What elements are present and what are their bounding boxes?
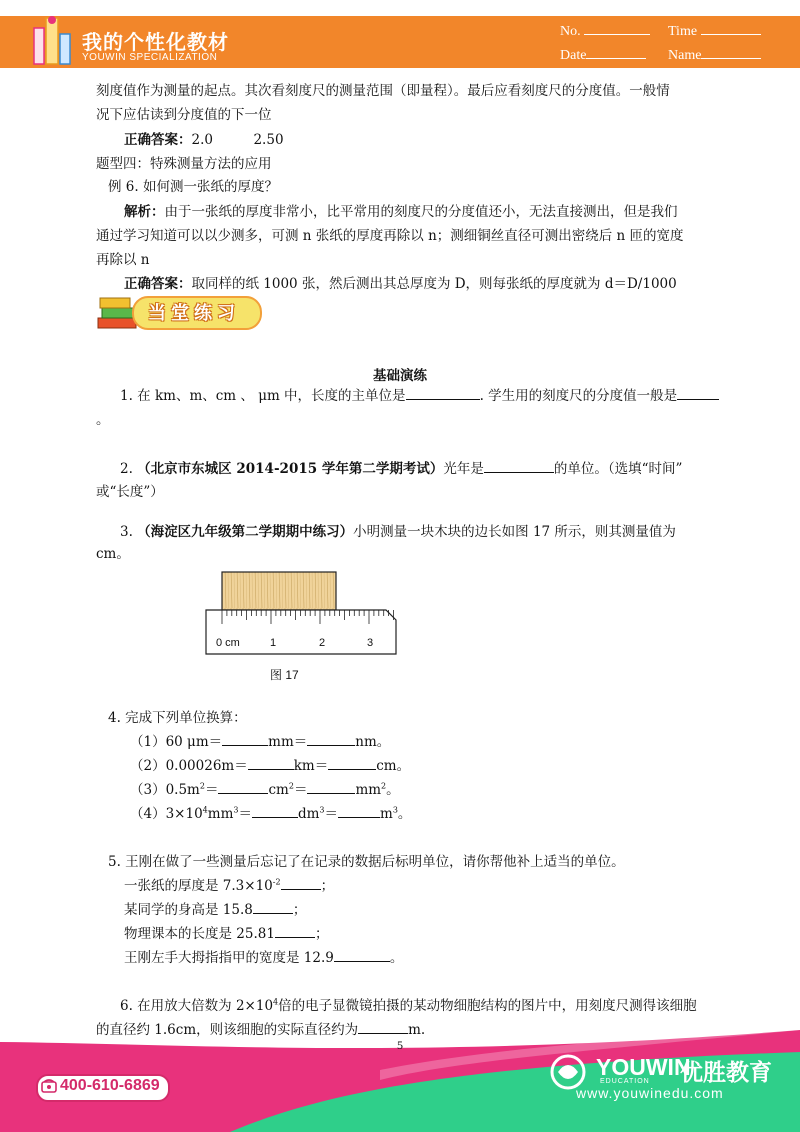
header-top-strip <box>0 0 800 16</box>
brand-subtitle: YOUWIN SPECIALIZATION <box>82 52 218 63</box>
q5-item: 王刚左手大拇指指甲的宽度是 12.9 。 <box>124 950 404 966</box>
phone-icon <box>40 1077 58 1095</box>
logo-icon <box>30 14 74 66</box>
ruler-unit-label: 0 cm <box>216 637 240 649</box>
answer-line <box>124 128 284 148</box>
ruler-tick-label: 3 <box>367 637 374 649</box>
practice-banner-label: 当堂练习 <box>148 303 240 324</box>
text-line: 况下应估读到分度值的下一位 <box>96 107 272 123</box>
ruler-tick-label: 2 <box>319 637 326 649</box>
q5-item: 物理课本的长度是 25.81 ； <box>124 926 329 942</box>
question-5: 5. 王刚在做了一些测量后忘记了在记录的数据后标明单位，请你帮他补上适当的单位。 <box>108 854 625 870</box>
phone-number: 400-610-6869 <box>60 1077 160 1094</box>
example-heading: 例 6. 如何测一张纸的厚度？ <box>108 179 278 195</box>
time-field: Time <box>668 22 761 40</box>
blank <box>406 387 480 400</box>
figure-caption: 图 17 <box>270 668 299 682</box>
text-line: cm。 <box>96 546 130 562</box>
blank <box>222 733 268 746</box>
topic-heading: 题型四：特殊测量方法的应用 <box>96 156 272 172</box>
blank <box>484 460 554 473</box>
date-field: Date <box>560 46 646 64</box>
blank <box>281 877 321 890</box>
section-title: 基础演练 <box>373 368 427 384</box>
footer-logo-sub: EDUCATION <box>600 1078 650 1085</box>
q5-item: 一张纸的厚度是 $7.3\times 10^{-2}$ ； <box>124 877 335 894</box>
q4-item: （1）60 μm＝ mm＝ nm。 <box>130 734 391 750</box>
blank <box>218 781 268 794</box>
footer-logo-text: YOUWIN <box>596 1054 691 1080</box>
question-1: 1. 在 km、m、cm 、 μm 中，长度的主单位是 . 学生用的刻度尺的分度值一般是 <box>120 384 719 404</box>
q4-item: $(4)3\times 10^4mm^3= dm^3= m^3$。 <box>130 805 412 822</box>
blank <box>338 805 380 818</box>
analysis-line: 解析：由于一张纸的厚度非常小，比平常用的刻度尺的分度值还小，无法直接测出，但是我们 <box>124 204 678 220</box>
text-line: 的直径约 1.6cm，则该细胞的实际直径约为 m. <box>96 1022 426 1038</box>
blank <box>307 781 355 794</box>
text-line: 再除以 n <box>96 252 150 268</box>
brand-title: 我的个性化教材 <box>82 30 229 54</box>
answer-value: 2.0 2.50 <box>191 132 284 148</box>
question-2: 2. （北京市东城区 2014-2015 学年第二学期考试）光年是 的单位。（选填“时间” <box>120 461 683 477</box>
text-line: 。 <box>96 412 110 428</box>
answer-value: 取同样的纸 1000 张，然后测出其总厚度为 D，则每张纸的厚度就为 d＝D/1000 <box>191 276 677 292</box>
text-line: 刻度值作为测量的起点。其次看刻度尺的测量范围（即量程）。最后应看刻度尺的分度值。一般情 <box>96 83 670 99</box>
answer-label: 正确答案： <box>124 276 192 292</box>
blank <box>307 733 355 746</box>
text-line: 通过学习知道可以以少测多，可测 n 张纸的厚度再除以 n；测细铜丝直径可测出密绕后 n 匝的宽度 <box>96 228 684 244</box>
wood-block <box>222 572 336 610</box>
question-source: （北京市东城区 2014-2015 学年第二学期考试） <box>137 461 444 477</box>
question-6: 6. 在用放大倍数为 $2\times 10^4$倍的电子显微镜拍摄的某动物细胞结构的图片中，用刻度尺测得该细胞 <box>120 997 697 1014</box>
ruler-figure <box>200 568 400 658</box>
analysis-label: 解析： <box>124 204 165 220</box>
blank <box>334 949 390 962</box>
footer-logo-cn: 优胜教育 <box>680 1060 772 1086</box>
answer-label: 正确答案： <box>124 132 192 148</box>
blank <box>275 925 315 938</box>
question-3: 3. （海淀区九年级第二学期期中练习）小明测量一块木块的边长如图 17 所示，则其测量值为 <box>120 524 676 540</box>
answer-line <box>124 272 677 292</box>
blank <box>328 757 376 770</box>
q4-item: $(3)0.5m^2= cm^2= mm^2$。 <box>130 781 400 798</box>
ruler-tick-label: 1 <box>270 637 277 649</box>
name-field: Name <box>668 46 761 64</box>
text-line: 或“长度”） <box>96 484 164 500</box>
no-field: No. <box>560 22 650 40</box>
blank <box>248 757 294 770</box>
blank <box>253 901 293 914</box>
q4-item: （2）0.00026m＝ km＝ cm。 <box>130 758 411 774</box>
q5-item: 某同学的身高是 15.8 ； <box>124 902 307 918</box>
blank <box>252 805 298 818</box>
page-number: 5 <box>397 1038 403 1052</box>
blank <box>677 387 719 400</box>
question-source: （海淀区九年级第二学期期中练习） <box>137 524 354 540</box>
question-4: 4. 完成下列单位换算： <box>108 710 247 726</box>
footer-url: www.youwinedu.com <box>576 1085 724 1101</box>
